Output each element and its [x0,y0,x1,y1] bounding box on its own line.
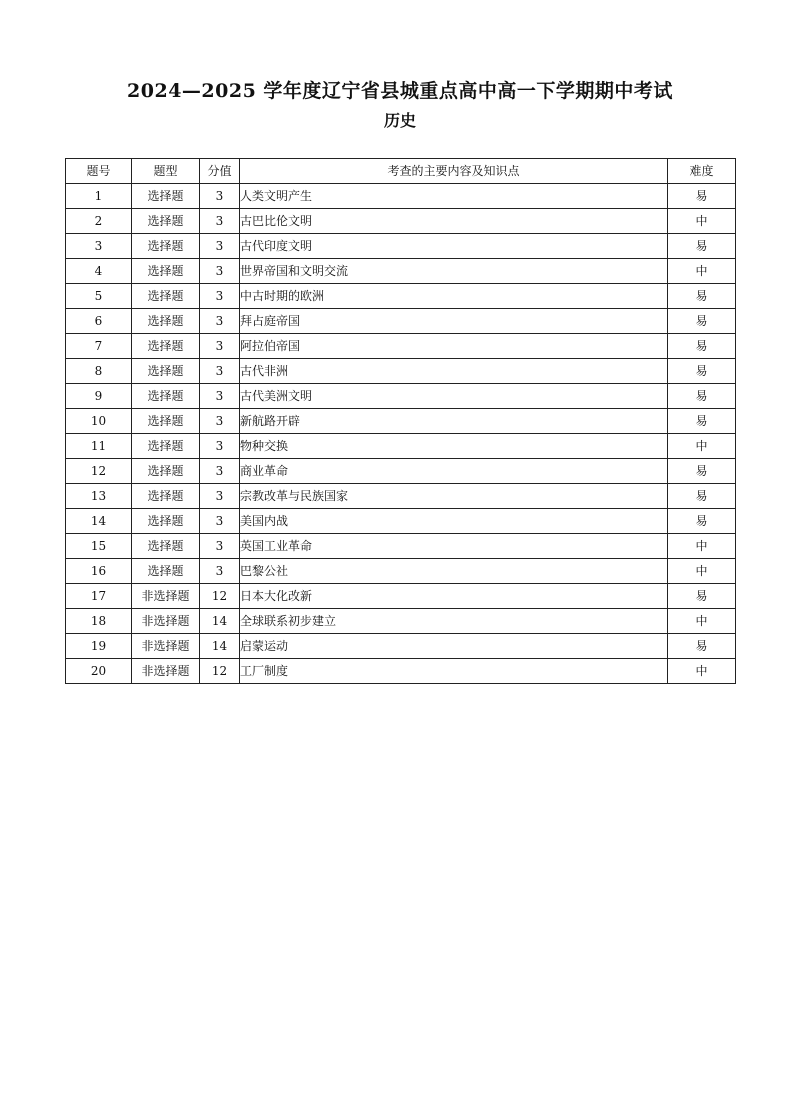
cell-score: 3 [200,384,240,409]
cell-number: 20 [66,659,132,684]
cell-type: 选择题 [132,434,200,459]
table-row [66,509,736,534]
cell-number: 19 [66,634,132,659]
cell-type: 非选择题 [132,609,200,634]
table-row [66,384,736,409]
table-header-row [66,159,736,184]
cell-difficulty: 易 [668,509,736,534]
cell-score: 3 [200,459,240,484]
cell-score: 3 [200,409,240,434]
cell-difficulty: 易 [668,584,736,609]
table-row [66,634,736,659]
cell-content: 启蒙运动 [240,634,668,659]
cell-number: 16 [66,559,132,584]
cell-score: 3 [200,334,240,359]
table-row [66,609,736,634]
cell-number: 11 [66,434,132,459]
cell-score: 3 [200,359,240,384]
table-row [66,584,736,609]
table-row [66,334,736,359]
cell-type: 选择题 [132,184,200,209]
table-row [66,659,736,684]
cell-difficulty: 易 [668,284,736,309]
cell-score: 3 [200,484,240,509]
table-row [66,534,736,559]
cell-difficulty: 中 [668,609,736,634]
header-difficulty: 难度 [668,159,736,184]
cell-type: 选择题 [132,534,200,559]
cell-score: 3 [200,559,240,584]
cell-content: 阿拉伯帝国 [240,334,668,359]
page-title: 2024—2025 学年度辽宁省县城重点高中高一下学期期中考试 [127,80,673,102]
table-row [66,434,736,459]
cell-content: 商业革命 [240,459,668,484]
cell-difficulty: 中 [668,259,736,284]
cell-score: 3 [200,309,240,334]
cell-difficulty: 中 [668,434,736,459]
cell-score: 3 [200,209,240,234]
cell-score: 3 [200,234,240,259]
cell-difficulty: 中 [668,534,736,559]
cell-score: 3 [200,259,240,284]
cell-content: 全球联系初步建立 [240,609,668,634]
cell-type: 非选择题 [132,634,200,659]
subject-title: 历史 [383,111,416,130]
cell-content: 拜占庭帝国 [240,309,668,334]
table-row [66,309,736,334]
cell-type: 选择题 [132,359,200,384]
cell-type: 选择题 [132,484,200,509]
cell-difficulty: 易 [668,384,736,409]
cell-content: 工厂制度 [240,659,668,684]
header-type: 题型 [132,159,200,184]
cell-number: 2 [66,209,132,234]
cell-type: 选择题 [132,334,200,359]
cell-score: 3 [200,534,240,559]
cell-content: 人类文明产生 [240,184,668,209]
cell-number: 5 [66,284,132,309]
cell-number: 15 [66,534,132,559]
cell-type: 选择题 [132,209,200,234]
cell-difficulty: 易 [668,334,736,359]
cell-type: 选择题 [132,259,200,284]
cell-score: 12 [200,659,240,684]
cell-number: 8 [66,359,132,384]
cell-number: 1 [66,184,132,209]
cell-number: 4 [66,259,132,284]
cell-type: 非选择题 [132,659,200,684]
cell-score: 3 [200,434,240,459]
cell-content: 宗教改革与民族国家 [240,484,668,509]
table-row [66,459,736,484]
cell-number: 14 [66,509,132,534]
cell-score: 14 [200,609,240,634]
cell-content: 英国工业革命 [240,534,668,559]
cell-type: 非选择题 [132,584,200,609]
cell-difficulty: 易 [668,634,736,659]
cell-type: 选择题 [132,459,200,484]
table-row [66,409,736,434]
cell-number: 13 [66,484,132,509]
cell-number: 10 [66,409,132,434]
cell-score: 3 [200,509,240,534]
cell-score: 14 [200,634,240,659]
cell-number: 17 [66,584,132,609]
cell-content: 物种交换 [240,434,668,459]
cell-content: 美国内战 [240,509,668,534]
cell-difficulty: 易 [668,309,736,334]
cell-type: 选择题 [132,284,200,309]
cell-difficulty: 易 [668,184,736,209]
cell-type: 选择题 [132,384,200,409]
header-number: 题号 [66,159,132,184]
cell-content: 巴黎公社 [240,559,668,584]
cell-content: 古代印度文明 [240,234,668,259]
table-row [66,209,736,234]
cell-number: 18 [66,609,132,634]
cell-difficulty: 易 [668,484,736,509]
cell-content: 中古时期的欧洲 [240,284,668,309]
cell-type: 选择题 [132,234,200,259]
table-body [66,184,736,684]
table-row [66,359,736,384]
cell-difficulty: 易 [668,234,736,259]
cell-score: 3 [200,284,240,309]
cell-number: 12 [66,459,132,484]
cell-type: 选择题 [132,509,200,534]
cell-content: 世界帝国和文明交流 [240,259,668,284]
cell-content: 古代美洲文明 [240,384,668,409]
cell-number: 9 [66,384,132,409]
cell-difficulty: 易 [668,359,736,384]
cell-difficulty: 中 [668,559,736,584]
table-row [66,259,736,284]
cell-number: 3 [66,234,132,259]
cell-number: 7 [66,334,132,359]
table-row [66,559,736,584]
cell-content: 日本大化改新 [240,584,668,609]
cell-number: 6 [66,309,132,334]
table-row [66,184,736,209]
cell-type: 选择题 [132,559,200,584]
cell-content: 新航路开辟 [240,409,668,434]
cell-type: 选择题 [132,309,200,334]
cell-content: 古代非洲 [240,359,668,384]
cell-difficulty: 中 [668,659,736,684]
header-score: 分值 [200,159,240,184]
cell-difficulty: 易 [668,459,736,484]
cell-score: 12 [200,584,240,609]
table-row [66,484,736,509]
exam-content-table [65,158,736,684]
cell-type: 选择题 [132,409,200,434]
header-content: 考查的主要内容及知识点 [240,159,668,184]
table-row [66,234,736,259]
cell-content: 古巴比伦文明 [240,209,668,234]
cell-score: 3 [200,184,240,209]
table-row [66,284,736,309]
cell-difficulty: 中 [668,209,736,234]
cell-difficulty: 易 [668,409,736,434]
